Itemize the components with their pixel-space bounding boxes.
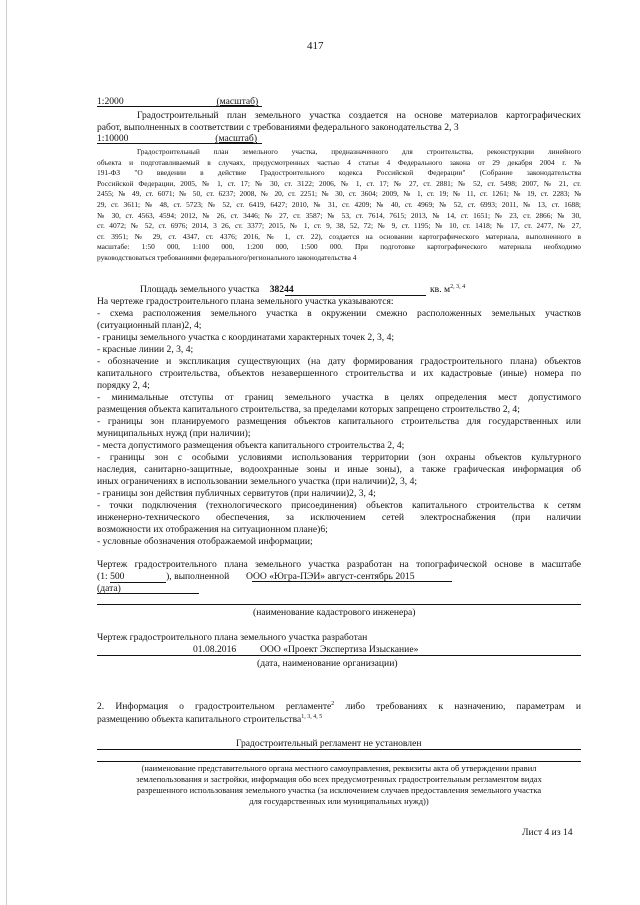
topo-scale-suffix: ), выполненной [166,571,230,582]
legal-line-1: объекта и подготавливаемый в случаях, предусмотренных частью 4 статьи 4 Федерального закона от 29 декабря 2004 г. № [97,157,581,167]
section-2-title-a: 2. Информация о градостроительном регламенте [97,701,332,712]
scale-2-label: (масштаб) [215,133,258,144]
intro-line-2: работ, выполненных в соответствии с требованиями федерального законодательства 2, 3 [97,122,459,133]
developed-org: ООО «Проект Экспертиза Изыскание» [260,644,419,655]
section-2-title-c: размещению объекта капитального строительства [97,714,302,725]
engineer-label: (наименование кадастрового инженера) [253,607,416,618]
topo-date-underline [97,593,199,594]
developed-date: 01.08.2016 [193,644,237,655]
section-2-sup-1: 2 [331,701,335,707]
legal-line-5: 29, ст. 3611; № 48, ст. 5723; № 52, ст. 6419, 6427; 2010, № 31, ст. 4209; № 40, ст. 4969; № 52, ст. 6993; 2011, № 13, ст. 1688; [97,199,581,209]
section-2-line-1 [97,700,581,713]
sheet-number: Лист 4 из 14 [522,827,573,838]
topo-performer: ООО «Югра-ПЭИ» август-сентябрь 2015 [246,571,415,582]
topo-performer-underline [252,581,452,582]
list-line-6: порядку 2, 4; [97,380,150,391]
list-intro: На чертеже градостроительного плана земельного участка указываются: [97,296,394,307]
area-value: 38244 [269,284,294,295]
scale-2-value: 1:10000 [97,133,129,144]
legal-small-text [97,147,581,264]
scale-1-value: 1:2000 [97,96,124,107]
list-line-11: - места допустимого размещения объекта капитального строительства 2, 4; [97,440,405,451]
legal-line-10: руководствоваться требованиями федерального/регионального законодательства 4 [97,252,357,262]
list-line-1: (ситуационный план)2, 4; [97,320,202,331]
section-2 [97,700,581,726]
legal-line-3: Российской Федерации, 2005, № 1, ст. 17; № 30, ст. 3122; 2006, № 1, ст. 17; № 27, ст. 2881; № 52, ст. 5498; 2007, № 21, ст. [97,178,581,188]
developed-label: (дата, наименование организации) [257,658,398,669]
list-line-4: - обозначение и экспликация существующих (на дату формирования градостроительного плана) объектов [97,356,581,367]
developed-line: Чертеж градостроительного плана земельного участка разработан [97,632,368,643]
regulation-underline [97,749,581,750]
list-line-18: возможности их отображения на ситуационном плане)6; [97,524,328,535]
legal-line-8: ст. 3951; № 29, ст. 4347, ст. 4376; 2016, № 1, ст. 22), создается на основании картографического материала, выполненного в [97,231,581,241]
page-number: 417 [307,40,324,52]
scale-2-underline [97,143,262,144]
list-line-12: - границы зон с особыми условиями использования территории (зон охраны объектов культурного [97,452,581,463]
section-2-line-2 [97,713,581,726]
scale-1-label: (масштаб) [216,96,259,107]
legal-line-6: № 30, ст. 4563, 4594; 2012, № 26, ст. 3446; № 27, ст. 3587; № 53, ст. 7614, 7615; 2013, № 14, ст. 1651; № 23, ст. 2866; № 30, [97,210,581,220]
list-line-0: - схема расположения земельного участка в окружении смежно расположенных земельных участков [97,308,581,319]
area-unit: кв. м [430,284,451,295]
topo-line-1: Чертеж градостроительного плана земельного участка разработан на топографической основе в масштабе [97,559,581,570]
list-line-8: размещения объекта капитального строительства, за пределами которых запрещено строительство 2, 4; [97,404,520,415]
scan-edge [6,0,7,905]
legal-line-7: ст. 4072; № 52, ст. 6976; 2014, 3 26, ст. 3377; 2015, № 1, ст. 9, 38, 52, 72; № 9, ст. 1195; № 10, ст. 1418; № 17, ст. 2477, № 27, [97,221,581,231]
intro-paragraph [97,110,581,134]
list-line-5: капитального строительства, объектов незавершенного строительства и их кадастровые (иные) номера по [97,368,581,379]
developed-underline [97,655,581,656]
footnote-line-2: разрешенного использования земельного участка (за исключением случаев предоставления земельного участка [136,785,542,795]
list-line-14: иных ограничениях в использовании земельного участка (при наличии)2, 3, 4; [97,476,418,487]
drawing-contents-list [97,296,581,548]
legal-line-4: 2455; № 49, ст. 6071; № 50, ст. 6237; 2008, № 20, ст. 2251; № 30, ст. 3604; 2009, № 1, ст. 19; № 11, ст. 1261; № 19, ст. 2283; № [97,189,581,199]
area-row [140,284,294,296]
regulation-underline-2 [97,761,581,762]
area-unit-box [430,284,465,296]
list-line-2: - границы земельного участка с координатами характерных точек 2, 3, 4; [97,332,395,343]
list-line-10: муниципальных нужд (при наличии); [97,428,251,439]
regulation-text: Градостроительный регламент не установлен [236,738,422,749]
intro-line-1: Градостроительный план земельного участка создается на основе материалов картографических [137,110,581,121]
legal-line-2: 191-ФЗ "О введении в действие Градостроительного кодекса Российской Федерации" (Собрание законодательства [97,168,581,178]
scale-1-underline [97,106,262,107]
section-2-sup-2: 1, 3, 4, 5 [301,714,323,720]
footnote-line-0: (наименование представительного органа местного самоуправления, реквизиты акта об утверждении правил [141,763,537,773]
list-line-13: наследия, санитарно-защитные, водоохранные зоны и иные зоны), а также графическая информация об [97,464,581,475]
section-2-title-b: либо требованиях к назначению, параметрам и [345,701,581,712]
area-label: Площадь земельного участка [140,284,260,295]
topo-basis [97,559,581,595]
footnote-line-1: землепользования и застройки, информация обо всех предусмотренных градостроительным регламентом видах [136,774,542,784]
topo-date-label: (дата) [97,583,121,594]
list-line-9: - границы зон планируемого размещения объектов капитального строительства для государственных или [97,416,581,427]
list-line-17: инженерно-технического обеспечения, за исключением сетей электроснабжения (при наличии [97,512,581,523]
engineer-line [97,604,581,605]
regulation-footnote [97,763,581,807]
legal-line-0: Градостроительный план земельного участка, предназначенного для строительства, реконструкции линейного [137,147,581,156]
list-line-15: - границы зон действия публичных сервитутов (при наличии)2, 3, 4; [97,488,376,499]
list-line-3: - красные линии 2, 3, 4; [97,344,194,355]
list-line-19: - условные обозначения отображаемой информации; [97,536,313,547]
area-footnote: 2, 3, 4 [450,284,466,290]
legal-line-9: масштабе: 1:50 000, 1:100 000, 1:200 000, 1:500 000. При подготовке картографического материала необходимо [97,242,581,252]
footnote-line-3: для государственных или муниципальных нужд)) [249,796,429,806]
topo-scale-value: 500 [110,571,125,582]
list-line-16: - точки подключения (технологического присоединения) объектов капитального строительства к сетям [97,500,581,511]
topo-scale-prefix: (1: [97,571,108,582]
list-line-7: - минимальные отступы от границ земельного участка в целях определения мест допустимого [97,392,581,403]
